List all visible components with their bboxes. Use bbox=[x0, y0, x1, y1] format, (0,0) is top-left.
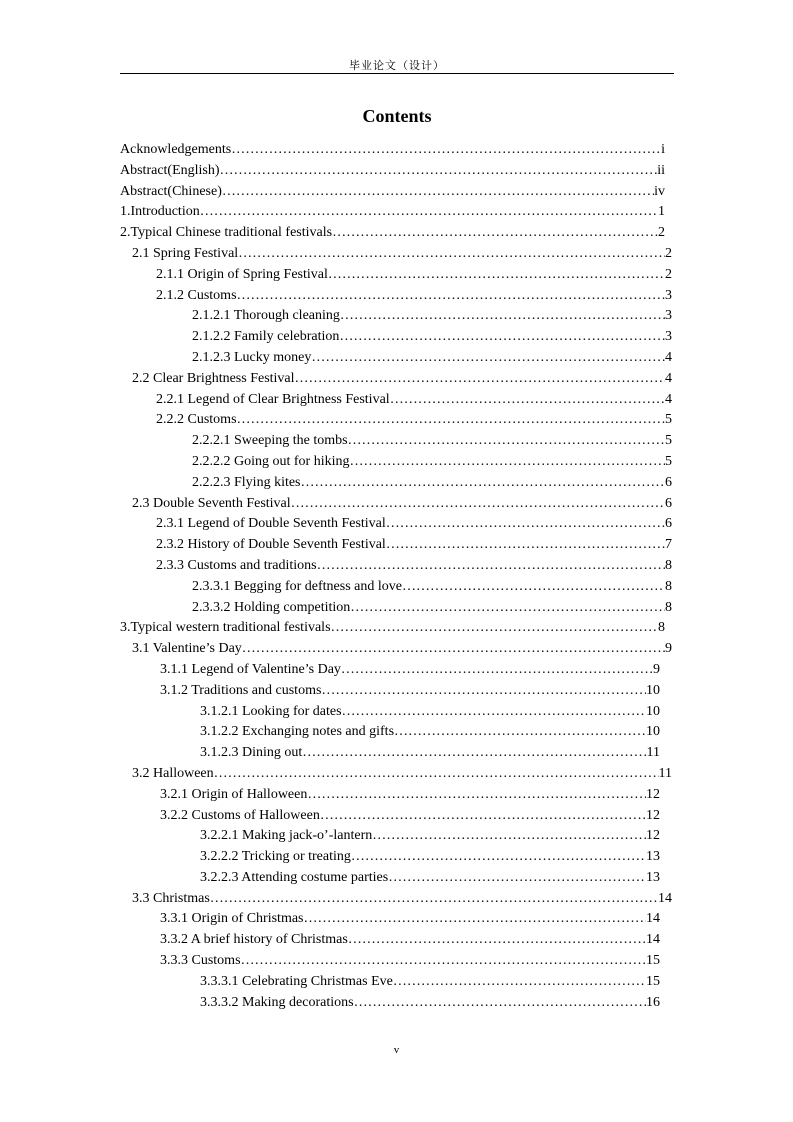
toc-entry-label: 3.3.1 Origin of Christmas bbox=[160, 911, 304, 927]
toc-dot-leader bbox=[386, 514, 665, 535]
toc-entry-label: 2.3 Double Seventh Festival bbox=[132, 495, 291, 511]
toc-entry-label: 2.2.2 Customs bbox=[156, 412, 237, 428]
toc-entry[interactable] bbox=[120, 806, 660, 827]
toc-entry[interactable] bbox=[120, 556, 672, 577]
toc-entry[interactable] bbox=[120, 951, 660, 972]
toc-entry[interactable] bbox=[120, 618, 665, 639]
toc-entry-label: 3.1.2.2 Exchanging notes and gifts bbox=[200, 724, 395, 740]
toc-dot-leader bbox=[237, 410, 665, 431]
toc-entry-page: 9 bbox=[653, 661, 660, 677]
toc-entry[interactable] bbox=[120, 390, 672, 411]
toc-entry-page: 4 bbox=[665, 391, 672, 407]
toc-entry-label: 2.2.2.1 Sweeping the tombs bbox=[192, 433, 348, 449]
toc-dot-leader bbox=[301, 473, 665, 494]
toc-dot-leader bbox=[394, 722, 646, 743]
toc-dot-leader bbox=[342, 702, 646, 723]
toc-entry[interactable] bbox=[120, 369, 672, 390]
toc-entry[interactable] bbox=[120, 494, 672, 515]
toc-entry[interactable] bbox=[120, 410, 672, 431]
toc-dot-leader bbox=[402, 577, 665, 598]
toc-entry-page: 6 bbox=[665, 495, 672, 511]
toc-entry-label: 3.Typical western traditional festivals bbox=[120, 620, 331, 636]
toc-entry-label: 3.2.2.1 Making jack-o’-lantern bbox=[200, 828, 373, 844]
toc-entry[interactable] bbox=[120, 473, 672, 494]
toc-entry[interactable] bbox=[120, 161, 665, 182]
toc-dot-leader bbox=[295, 369, 665, 390]
toc-entry-page: 11 bbox=[658, 765, 672, 781]
toc-dot-leader bbox=[348, 431, 665, 452]
toc-entry-label: 3.1.2 Traditions and customs bbox=[160, 682, 322, 698]
toc-dot-leader bbox=[304, 909, 647, 930]
toc-entry-page: 2 bbox=[665, 266, 672, 282]
toc-dot-leader bbox=[237, 286, 665, 307]
toc-dot-leader bbox=[390, 390, 665, 411]
toc-dot-leader bbox=[350, 598, 665, 619]
toc-entry-page: 3 bbox=[665, 329, 672, 345]
toc-entry-page: 12 bbox=[646, 786, 660, 802]
toc-entry[interactable] bbox=[120, 785, 660, 806]
toc-dot-leader bbox=[340, 306, 665, 327]
toc-dot-leader bbox=[220, 161, 658, 182]
toc-dot-leader bbox=[388, 868, 646, 889]
header-rule bbox=[120, 73, 674, 74]
toc-entry[interactable] bbox=[120, 993, 660, 1014]
toc-entry[interactable] bbox=[120, 577, 672, 598]
toc-entry-label: Abstract(Chinese) bbox=[120, 183, 222, 199]
toc-entry-page: 15 bbox=[646, 953, 660, 969]
toc-dot-leader bbox=[241, 951, 646, 972]
toc-entry[interactable] bbox=[120, 826, 660, 847]
toc-entry-label: 2.1 Spring Festival bbox=[132, 245, 239, 261]
toc-dot-leader bbox=[200, 202, 658, 223]
toc-entry-label: 3.2.2 Customs of Halloween bbox=[160, 807, 320, 823]
toc-entry-page: 4 bbox=[665, 370, 672, 386]
toc-entry-page: 6 bbox=[665, 516, 672, 532]
toc-entry[interactable] bbox=[120, 909, 660, 930]
toc-entry-page: 2 bbox=[658, 225, 665, 241]
toc-entry-label: 2.1.2.3 Lucky money bbox=[192, 349, 312, 365]
toc-dot-leader bbox=[320, 806, 646, 827]
toc-entry-label: 2.2 Clear Brightness Festival bbox=[132, 370, 295, 386]
toc-dot-leader bbox=[351, 847, 646, 868]
toc-dot-leader bbox=[321, 681, 646, 702]
toc-entry-page: 12 bbox=[646, 828, 660, 844]
toc-dot-leader bbox=[214, 764, 659, 785]
toc-entry-label: 3.1.2.3 Dining out bbox=[200, 745, 303, 761]
toc-entry-page: 14 bbox=[646, 911, 660, 927]
toc-entry[interactable] bbox=[120, 182, 665, 203]
page-number: v bbox=[393, 1044, 400, 1056]
toc-entry[interactable] bbox=[120, 223, 665, 244]
toc-entry-label: 3.1.2.1 Looking for dates bbox=[200, 703, 342, 719]
toc-entry[interactable] bbox=[120, 847, 660, 868]
toc-entry-page: 5 bbox=[665, 412, 672, 428]
toc-entry-label: 3.3.2 A brief history of Christmas bbox=[160, 932, 348, 948]
toc-dot-leader bbox=[341, 660, 653, 681]
toc-entry-label: Acknowledgements bbox=[120, 142, 232, 157]
toc-entry[interactable] bbox=[120, 868, 660, 889]
toc-entry-label: 2.1.2.2 Family celebration bbox=[192, 329, 340, 345]
toc-entry-page: 13 bbox=[646, 849, 660, 865]
toc-dot-leader bbox=[291, 494, 665, 515]
toc-entry-page: 10 bbox=[646, 724, 660, 740]
toc-entry-page: 12 bbox=[646, 807, 660, 823]
toc-dot-leader bbox=[339, 327, 665, 348]
toc-entry[interactable] bbox=[120, 535, 672, 556]
toc-entry-page: 2 bbox=[665, 245, 672, 261]
toc-entry-page: 3 bbox=[665, 308, 672, 324]
toc-entry[interactable] bbox=[120, 930, 660, 951]
toc-entry-label: 2.1.2.1 Thorough cleaning bbox=[192, 308, 340, 324]
toc-entry-label: 2.2.2.3 Flying kites bbox=[192, 474, 301, 490]
toc-dot-leader bbox=[307, 785, 646, 806]
table-of-contents bbox=[120, 140, 680, 1013]
toc-entry-page: 15 bbox=[646, 973, 660, 989]
toc-entry-page: 8 bbox=[665, 578, 672, 594]
toc-entry-label: 3.3.3.2 Making decorations bbox=[200, 994, 354, 1010]
toc-entry-page: 7 bbox=[665, 537, 672, 553]
toc-dot-leader bbox=[311, 348, 665, 369]
running-header: 毕业论文（设计） bbox=[349, 59, 445, 72]
toc-entry-label: 3.3.3 Customs bbox=[160, 953, 241, 969]
toc-entry-label: 2.1.1 Origin of Spring Festival bbox=[156, 266, 328, 282]
toc-entry-label: 3.2.1 Origin of Halloween bbox=[160, 786, 308, 802]
toc-dot-leader bbox=[328, 265, 665, 286]
toc-entry-page: 8 bbox=[665, 599, 672, 615]
toc-dot-leader bbox=[222, 182, 654, 203]
toc-entry-page: 14 bbox=[658, 890, 672, 906]
toc-dot-leader bbox=[231, 140, 661, 161]
toc-entry-label: 3.2.2.2 Tricking or treating bbox=[200, 849, 351, 865]
toc-entry[interactable] bbox=[120, 764, 672, 785]
toc-entry-label: 3.3 Christmas bbox=[132, 890, 210, 906]
toc-entry-label: 2.3.3.1 Begging for deftness and love bbox=[192, 578, 402, 594]
toc-entry[interactable] bbox=[120, 660, 660, 681]
toc-entry-label: 3.2 Halloween bbox=[132, 765, 214, 781]
toc-dot-leader bbox=[350, 452, 666, 473]
toc-entry[interactable] bbox=[120, 681, 660, 702]
toc-entry-label: 2.3.2 History of Double Seventh Festival bbox=[156, 537, 386, 553]
toc-entry[interactable] bbox=[120, 348, 672, 369]
toc-entry[interactable] bbox=[120, 452, 672, 473]
toc-entry-page: 10 bbox=[646, 703, 660, 719]
toc-entry[interactable] bbox=[120, 140, 665, 161]
toc-entry-label: 3.3.3.1 Celebrating Christmas Eve bbox=[200, 973, 393, 989]
toc-entry-page: iv bbox=[654, 183, 665, 199]
toc-entry-label: Abstract(English) bbox=[120, 162, 220, 178]
toc-entry-page: 14 bbox=[646, 932, 660, 948]
toc-entry[interactable] bbox=[120, 431, 672, 452]
toc-entry-page: 13 bbox=[646, 869, 660, 885]
toc-entry-label: 2.2.1 Legend of Clear Brightness Festival bbox=[156, 391, 390, 407]
page-title: Contents bbox=[362, 106, 432, 126]
toc-dot-leader bbox=[393, 972, 646, 993]
toc-entry[interactable] bbox=[120, 702, 660, 723]
toc-entry[interactable] bbox=[120, 722, 660, 743]
toc-entry-page: 6 bbox=[665, 474, 672, 490]
toc-dot-leader bbox=[238, 244, 665, 265]
toc-entry-label: 1.Introduction bbox=[120, 204, 200, 220]
toc-entry-page: 8 bbox=[658, 620, 665, 636]
toc-entry-label: 2.2.2.2 Going out for hiking bbox=[192, 453, 350, 469]
toc-entry[interactable] bbox=[120, 972, 660, 993]
toc-entry[interactable] bbox=[120, 639, 672, 660]
toc-entry-page: 5 bbox=[665, 433, 672, 449]
toc-dot-leader bbox=[332, 223, 658, 244]
toc-entry-label: 2.3.1 Legend of Double Seventh Festival bbox=[156, 516, 386, 532]
toc-entry-page: 1 bbox=[658, 204, 665, 220]
toc-dot-leader bbox=[242, 639, 665, 660]
toc-dot-leader bbox=[372, 826, 646, 847]
toc-entry[interactable] bbox=[120, 743, 660, 764]
toc-entry[interactable] bbox=[120, 244, 672, 265]
toc-entry[interactable] bbox=[120, 265, 672, 286]
toc-dot-leader bbox=[354, 993, 646, 1014]
toc-entry[interactable] bbox=[120, 202, 665, 223]
toc-dot-leader bbox=[210, 889, 658, 910]
toc-entry[interactable] bbox=[120, 598, 672, 619]
toc-entry[interactable] bbox=[120, 327, 672, 348]
toc-entry-label: 3.2.2.3 Attending costume parties bbox=[200, 869, 389, 885]
toc-entry-page: i bbox=[661, 142, 665, 157]
toc-entry-label: 3.1 Valentine’s Day bbox=[132, 641, 242, 657]
toc-entry-page: 4 bbox=[665, 349, 672, 365]
toc-entry-label: 2.3.3.2 Holding competition bbox=[192, 599, 351, 615]
toc-dot-leader bbox=[331, 618, 658, 639]
toc-entry[interactable] bbox=[120, 306, 672, 327]
toc-entry-page: 5 bbox=[665, 453, 672, 469]
toc-entry-page: 3 bbox=[665, 287, 672, 303]
toc-entry-page: 16 bbox=[646, 994, 660, 1010]
toc-entry-label: 2.3.3 Customs and traditions bbox=[156, 557, 317, 573]
toc-entry-label: 3.1.1 Legend of Valentine’s Day bbox=[160, 661, 341, 677]
toc-entry-page: ii bbox=[657, 162, 665, 178]
toc-entry-label: 2.Typical Chinese traditional festivals bbox=[120, 225, 333, 241]
toc-entry[interactable] bbox=[120, 889, 672, 910]
toc-entry[interactable] bbox=[120, 286, 672, 307]
toc-entry-page: 11 bbox=[646, 745, 660, 761]
toc-entry-page: 9 bbox=[665, 641, 672, 657]
toc-dot-leader bbox=[386, 535, 665, 556]
toc-dot-leader bbox=[302, 743, 646, 764]
toc-dot-leader bbox=[348, 930, 646, 951]
toc-dot-leader bbox=[317, 556, 665, 577]
toc-entry[interactable] bbox=[120, 514, 672, 535]
toc-entry-page: 10 bbox=[646, 682, 660, 698]
toc-entry-label: 2.1.2 Customs bbox=[156, 287, 237, 303]
toc-entry-page: 8 bbox=[665, 557, 672, 573]
